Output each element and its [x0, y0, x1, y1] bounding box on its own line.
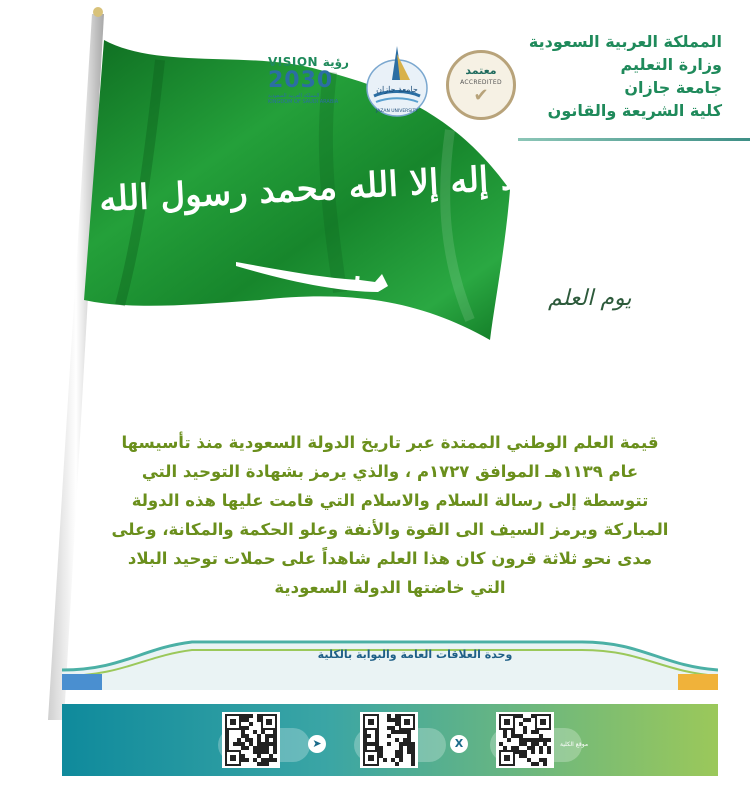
telegram-icon[interactable]: ➤ — [308, 735, 326, 753]
qr-code-x[interactable] — [360, 712, 418, 768]
institution-line: وزارة التعليم — [620, 55, 722, 74]
qr-label-site: موقع الكلية — [560, 741, 589, 748]
vision-word: VISION — [268, 55, 319, 69]
body-line: تتوسطة إلى رسالة السلام والاسلام التي قامت عليها هذه الدولة — [131, 491, 649, 510]
x-icon[interactable]: X — [450, 735, 468, 753]
vision-year: 2030 — [268, 68, 334, 93]
body-line: قيمة العلم الوطني الممتدة عبر تاريخ الدولة السعودية منذ تأسيسها — [121, 433, 659, 452]
body-line: المباركة ويرمز السيف الى القوة والأنفة وعلو الحكمة والمكانة، وعلى — [111, 520, 669, 539]
accredited-ar: معتمد — [465, 64, 497, 77]
check-icon: ✔ — [473, 85, 489, 106]
vision-sub: المملكة العربية السعودية — [268, 93, 320, 99]
qr-code-telegram[interactable] — [222, 712, 280, 768]
institution-line: كلية الشريعة والقانون — [547, 101, 722, 120]
body-line: عام ١١٣٩هـ الموافق ١٧٢٧م ، والذي يرمز بشهادة التوحيد التي — [141, 462, 639, 481]
vision-sub-en: KINGDOM OF SAUDI ARABIA — [268, 99, 339, 105]
vision-2030-logo — [268, 56, 354, 108]
vision-ar: رؤية — [322, 55, 349, 69]
institution-block — [529, 30, 722, 122]
qr-code-site[interactable] — [496, 712, 554, 768]
body-line: التي خاضتها الدولة السعودية — [274, 578, 506, 597]
body-text — [110, 428, 670, 602]
jazan-university-logo — [362, 40, 432, 120]
institution-line: المملكة العربية السعودية — [528, 32, 722, 51]
accredited-badge — [446, 50, 516, 120]
unit-label: وحدة العلاقات العامة والبوابة بالكلية — [317, 648, 513, 661]
institution-line: جامعة جازان — [624, 78, 722, 97]
body-line: مدى نحو ثلاثة قرون كان هذا العلم شاهداً على حملات توحيد البلاد — [127, 549, 653, 568]
event-title: يوم العلم — [548, 286, 632, 311]
svg-text:جامعة جازان: جامعة جازان — [376, 85, 418, 94]
header-divider — [518, 138, 750, 141]
svg-text:JAZAN UNIVERSITY: JAZAN UNIVERSITY — [375, 109, 419, 114]
flag-shahada: لا إله إلا الله محمد رسول الله — [98, 158, 521, 220]
accredited-en: ACCREDITED — [460, 79, 502, 86]
